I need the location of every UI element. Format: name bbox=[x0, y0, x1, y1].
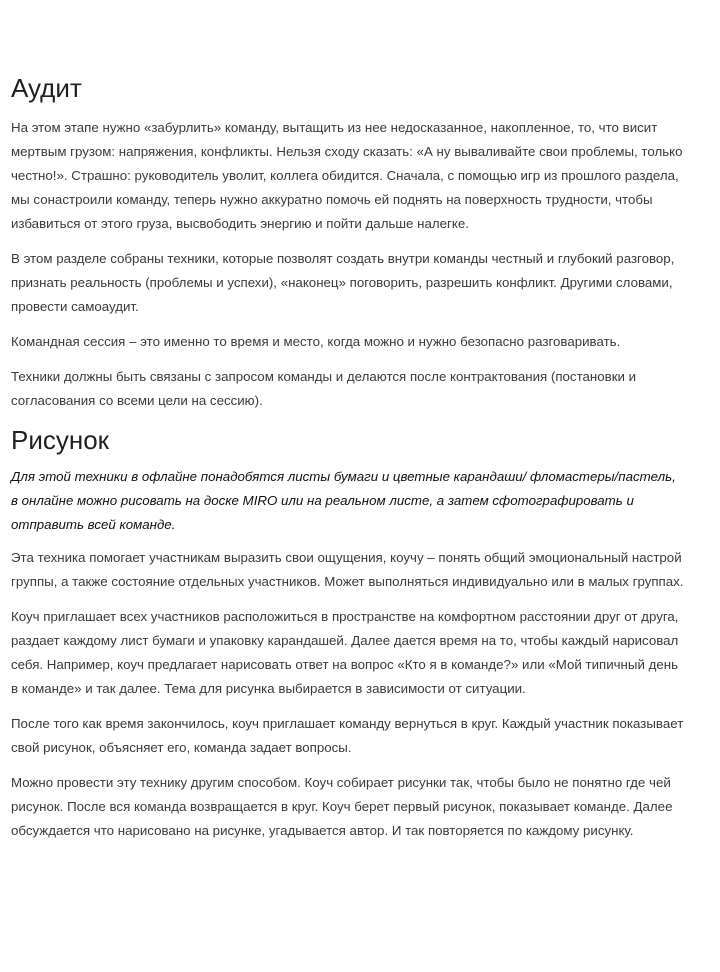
drawing-section bbox=[11, 424, 686, 843]
audit-paragraph-4: Техники должны быть связаны с запросом команды и делаются после контрактования (постановки и согласования со всеми цели на сессию). bbox=[11, 369, 637, 408]
audit-heading: Аудит bbox=[11, 73, 82, 103]
drawing-paragraph-2: Коуч приглашает всех участников расположиться в пространстве на комфортном расстоянии друг от друга, раздает каждому лист бумаги и упаковку карандашей. Далее дается время на то, чтобы каждый нарисовал себя. Например, коуч предлагает нарисовать ответ на вопрос «Кто я в команде?» или «Мой типичный день в команде» и так далее. Тема для рисунка выбирается в зависимости от ситуации. bbox=[11, 609, 679, 696]
drawing-heading: Рисунок bbox=[11, 425, 110, 455]
drawing-lead: Для этой техники в офлайне понадобятся листы бумаги и цветные карандаши/ фломастеры/пастель, в онлайне можно рисовать на доске MIRO или на реальном листе, а затем сфотографировать и отправить всей команде. bbox=[11, 469, 676, 532]
drawing-paragraph-1: Эта техника помогает участникам выразить свои ощущения, коучу – понять общий эмоциональный настрой группы, а также состояние отдельных участников. Может выполняться индивидуально или в малых группах. bbox=[11, 550, 684, 589]
audit-section bbox=[11, 72, 686, 413]
drawing-paragraph-3: После того как время закончилось, коуч приглашает команду вернуться в круг. Каждый участник показывает свой рисунок, объясняет его, команда задает вопросы. bbox=[11, 716, 684, 755]
audit-paragraph-3: Командная сессия – это именно то время и место, когда можно и нужно безопасно разговаривать. bbox=[11, 334, 621, 349]
drawing-paragraph-4: Можно провести эту технику другим способом. Коуч собирает рисунки так, чтобы было не понятно где чей рисунок. После вся команда возвращается в круг. Коуч берет первый рисунок, показывает команде. Далее обсуждается что нарисовано на рисунке, угадывается автор. И так повторяется по каждому рисунку. bbox=[11, 775, 673, 838]
audit-paragraph-1: На этом этапе нужно «забурлить» команду, вытащить из нее недосказанное, накопленное, то, что висит мертвым грузом: напряжения, конфликты. Нельзя сходу сказать: «А ну вываливайте свои проблемы, только честно!». Страшно: руководитель уволит, коллега обидится. Сначала, с помощью игр из прошлого раздела, мы сонастроили команду, теперь нужно аккуратно помочь ей поднять на поверхность трудности, чтобы избавиться от этого груза, высвободить энергию и пойти дальше налегке. bbox=[11, 120, 683, 231]
audit-paragraph-2: В этом разделе собраны техники, которые позволят создать внутри команды честный и глубокий разговор, признать реальность (проблемы и успехи), «наконец» поговорить, разрешить конфликт. Другими словами, провести самоаудит. bbox=[11, 251, 675, 314]
